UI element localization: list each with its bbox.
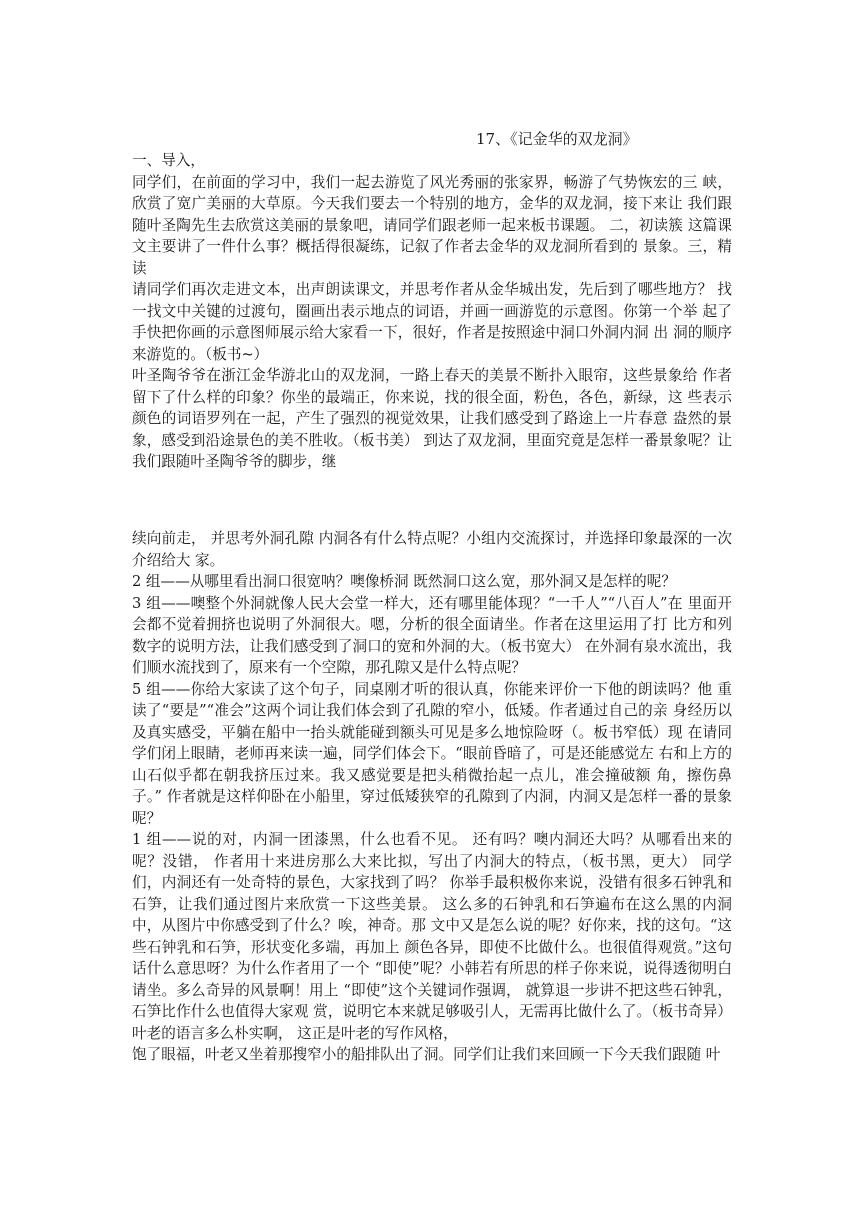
section-heading-intro: 一、导入，	[132, 152, 205, 169]
document-title: 17、《记金华的双龙洞》	[476, 130, 638, 148]
paragraph: 续向前走， 并思考外洞孔隙 内洞各有什么特点呢？小组内交流探讨，并选择印象最深的一次介绍给大 家。	[132, 530, 732, 569]
paragraph: 5 组——你给大家读了这个句子，同桌刚才听的很认真，你能来评价一下他的朗读吗？他 重读了“要是”“准会”这两个词让我们体会到了孔隙的窄小，低矮。作者通过自己的亲 身经历以及真实感受，平躺在船中一抬头就能碰到额头可见是多么地惊险呀（。板书窄低）现 在请同学们闭上眼睛，老师再来读一遍，同学们体会下。“眼前昏暗了，可是还能感觉左 右和上方的山石似乎都在朝我挤压过来。我又感觉要是把头稍微抬起一点儿，准会撞破额 角，擦伤鼻子。” 作者就是这样仰卧在小船里，穿过低矮狭窄的孔隙到了内洞，内洞又是怎样一番的景象呢？	[132, 680, 732, 827]
paragraph: 饱了眼福，叶老又坐着那搜窄小的船排队出了洞。同学们让我们来回顾一下今天我们跟随 叶	[132, 1046, 721, 1063]
text-block-page1	[132, 150, 732, 473]
paragraph: 叶圣陶爷爷在浙江金华游北山的双龙洞，一路上春天的美景不断扑入眼帘，这些景象给 作者留下了什么样的印象？你坐的最端正，你来说，找的很全面，粉色，各色，新绿，这 些表示颜色的词语罗列在一起，产生了强烈的视觉效果，让我们感受到了路途上一片春意 盎然的景象，感受到沿途景色的美不胜收。（板书美） 到达了双龙洞，里面究竟是怎样一番景象呢？让我们跟随叶圣陶爷爷的脚步，继	[132, 367, 732, 470]
paragraph: 2 组——从哪里看出洞口很宽呐？噢像桥洞 既然洞口这么宽，那外洞又是怎样的呢？	[132, 573, 676, 590]
paragraph: 请同学们再次走进文本，出声朗读课文，并思考作者从金华城出发，先后到了哪些地方？ 找一找文中关键的过渡句，圈画出表示地点的词语，并画一画游览的示意图。你第一个举 起了手快把你画的示意图师展示给大家看一下，很好，作者是按照途中洞口外洞内洞 出 洞的顺序来游览的。（板书~）	[132, 281, 732, 363]
paragraph: 同学们，在前面的学习中，我们一起去游览了风光秀丽的张家界，畅游了气势恢宏的三 峡，欣赏了宽广美丽的大草原。今天我们要去一个特别的地方，金华的双龙洞，接下来让 我们跟随叶圣陶先生去欣赏这美丽的景象吧，请同学们跟老师一起来板书课题。 二，初读簇 这篇课文主要讲了一件什么事？概括得很凝练，记叙了作者去金华的双龙洞所看到的 景象。三，精读	[132, 173, 732, 277]
paragraph: 3 组——噢整个外洞就像人民大会堂一样大，还有哪里能体现？“一千人”“八百人”在 里面开会都不觉着拥挤也说明了外洞很大。嗯，分析的很全面请坐。作者在这里运用了打 比方和列数字的说明方法，让我们感受到了洞口的宽和外洞的大。（板书宽大） 在外洞有泉水流出，我们顺水流找到了，原来有一个空隙，那孔隙又是什么特点呢？	[132, 594, 732, 676]
text-block-page2	[132, 528, 732, 1066]
paragraph: 1 组——说的对，内洞一团漆黑，什么也看不见。 还有吗？噢内洞还大吗？从哪看出来的呢？没错， 作者用十来进房那么大来比拟，写出了内洞大的特点，（板书黑，更大） 同学们，内洞还有一处奇特的景色，大家找到了吗？ 你举手最积极你来说，没错有很多石钟乳和石笋，让我们通过图片来欣赏一下这些美景。 这么多的石钟乳和石笋遍布在这么黑的内洞中，从图片中你感受到了什么？唉，神奇。那 文中又是怎么说的呢？好你来，找的这句。“这些石钟乳和石笋，形状变化多端，再加上 颜色各异，即使不比做什么。也很值得观赏。”这句话什么意思呀？为什么作者用了一个 “即使”呢？小韩若有所思的样子你来说，说得透彻明白请坐。多么奇异的风景啊！用上 “即使”这个关键词作强调， 就算退一步讲不把这些石钟乳，石笋比作什么也值得大家观 赏，说明它本来就足够吸引人，无需再比做什么了。（板书奇异）叶老的语言多么朴实啊， 这正是叶老的写作风格，	[132, 831, 732, 1042]
